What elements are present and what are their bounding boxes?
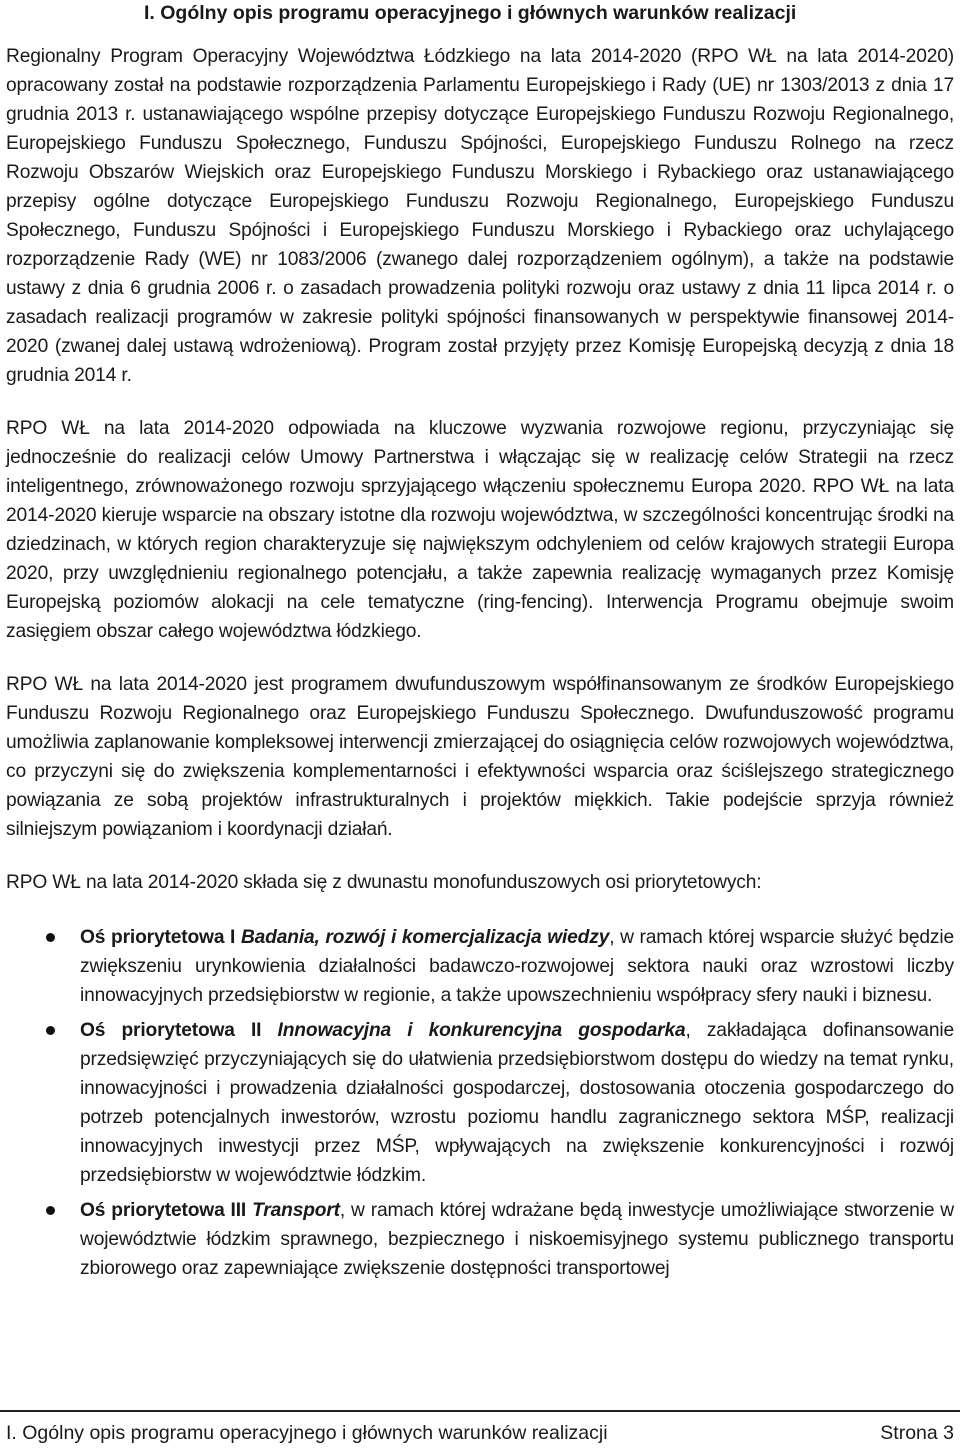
axis-name: Transport bbox=[252, 1200, 340, 1221]
page-title: I. Ogólny opis programu operacyjnego i głównych warunków realizacji bbox=[144, 2, 797, 24]
bullet-icon bbox=[46, 1026, 55, 1035]
axis-description: , w ramach której wsparcie służyć będzie zwiększeniu urynkowienia działalności badawczo-rozwojowej sektora nauki oraz wzrostowi liczby innowacyjnych przedsiębiorstw w regionie, a także upowszechnieniu współpracy sfery nauki i biznesu. bbox=[80, 927, 954, 1006]
bullet-icon bbox=[46, 1206, 55, 1215]
list-item bbox=[6, 1196, 954, 1283]
paragraph-legal-basis: Regionalny Program Operacyjny Województwa Łódzkiego na lata 2014-2020 (RPO WŁ na lata 2014-2020) opracowany został na podstawie rozporządzenia Parlamentu Europejskiego i Rady (UE) nr 1303/2013 z dnia 17 grudnia 2013 r. ustanawiającego wspólne przepisy dotyczące Europejskiego Funduszu Rozwoju Regionalnego, Europejskiego Funduszu Społecznego, Funduszu Spójności, Europejskiego Funduszu Rolnego na rzecz Rozwoju Obszarów Wiejskich oraz Europejskiego Funduszu Morskiego i Rybackiego oraz ustanawiającego przepisy ogólne dotyczące Europejskiego Funduszu Rozwoju Regionalnego, Europejskiego Funduszu Społecznego, Funduszu Spójności i Europejskiego Funduszu Morskiego i Rybackiego oraz uchylającego rozporządzenie Rady (WE) nr 1083/2006 (zwanego dalej rozporządzeniem ogólnym), a także na podstawie ustawy z dnia 6 grudnia 2006 r. o zasadach prowadzenia polityki rozwoju oraz ustawy z dnia 11 lipca 2014 r. o zasadach realizacji programów w zakresie polityki spójności finansowanych w perspektywie finansowej 2014-2020 (zwanej dalej ustawą wdrożeniową). Program został przyjęty przez Komisję Europejską decyzją z dnia 18 grudnia 2014 r. bbox=[6, 46, 954, 386]
axis-label: Oś priorytetowa I bbox=[80, 927, 236, 948]
priority-axes-list bbox=[6, 923, 954, 1283]
paragraph-challenges: RPO WŁ na lata 2014-2020 odpowiada na kluczowe wyzwania rozwojowe regionu, przyczyniając się jednocześnie do realizacji celów Umowy Partnerstwa i włączając się w realizację celów Strategii na rzecz inteligentnego, zrównoważonego rozwoju sprzyjającego włączeniu społecznemu Europa 2020. RPO WŁ na lata 2014-2020 kieruje wsparcie na obszary istotne dla rozwoju województwa, w szczególności koncentrując środki na dziedzinach, w których region charakteryzuje się największym odchyleniem od celów krajowych strategii Europa 2020, przy uwzględnieniu regionalnego potencjału, a także zapewnia realizację wymaganych przez Komisję Europejską poziomów alokacji na cele tematyczne (ring-fencing). Interwencja Programu obejmuje swoim zasięgiem obszar całego województwa łódzkiego. bbox=[6, 418, 954, 642]
axis-description: , zakładająca dofinansowanie przedsięwzięć przyczyniających się do ułatwienia przedsiębiorstwom dostępu do wiedzy na temat rynku, innowacyjności i prowadzenia działalności gospodarczej, dostosowania otoczenia gospodarczego do potrzeb potencjalnych inwestorów, wzrostu poziomu handlu zagranicznego sektora MŚP, realizacji innowacyjnych inwestycji przez MŚP, wpływających na zwiększenie konkurencyjności i rozwój przedsiębiorstw w województwie łódzkim. bbox=[80, 1020, 954, 1186]
footer-section-title: I. Ogólny opis programu operacyjnego i głównych warunków realizacji bbox=[6, 1422, 608, 1444]
footer-page-number: Strona 3 bbox=[880, 1422, 954, 1444]
axis-label: Oś priorytetowa III bbox=[80, 1200, 247, 1221]
page-footer bbox=[0, 1410, 960, 1446]
bullet-icon bbox=[46, 933, 55, 942]
list-item bbox=[6, 923, 954, 1010]
axis-description: , w ramach której wdrażane będą inwestycje umożliwiające stworzenie w województwie łódzkim sprawnego, bezpiecznego i niskoemisyjnego systemu publicznego transportu zbiorowego oraz zapewniające zwiększenie dostępności transportowej bbox=[80, 1200, 955, 1279]
page-content bbox=[6, 0, 954, 1289]
axis-name: Innowacyjna i konkurencyjna gospodarka bbox=[277, 1020, 686, 1041]
paragraph-dual-fund: RPO WŁ na lata 2014-2020 jest programem dwufunduszowym współfinansowanym ze środków Europejskiego Funduszu Rozwoju Regionalnego oraz Europejskiego Funduszu Społecznego. Dwufunduszowość programu umożliwia zaplanowanie kompleksowej interwencji zmierzającej do osiągnięcia celów rozwojowych województwa, co przyczyni się do zwiększenia komplementarności i efektywności wsparcia oraz ściślejszego strategicznego powiązania ze sobą projektów infrastrukturalnych i projektów miękkich. Takie podejście sprzyja również silniejszym powiązaniom i koordynacji działań. bbox=[6, 674, 954, 840]
axis-name: Badania, rozwój i komercjalizacja wiedzy bbox=[240, 927, 610, 948]
list-item bbox=[6, 1016, 954, 1190]
axis-label: Oś priorytetowa II bbox=[80, 1020, 262, 1041]
paragraph-axes-intro: RPO WŁ na lata 2014-2020 składa się z dwunastu monofunduszowych osi priorytetowych: bbox=[6, 872, 762, 893]
